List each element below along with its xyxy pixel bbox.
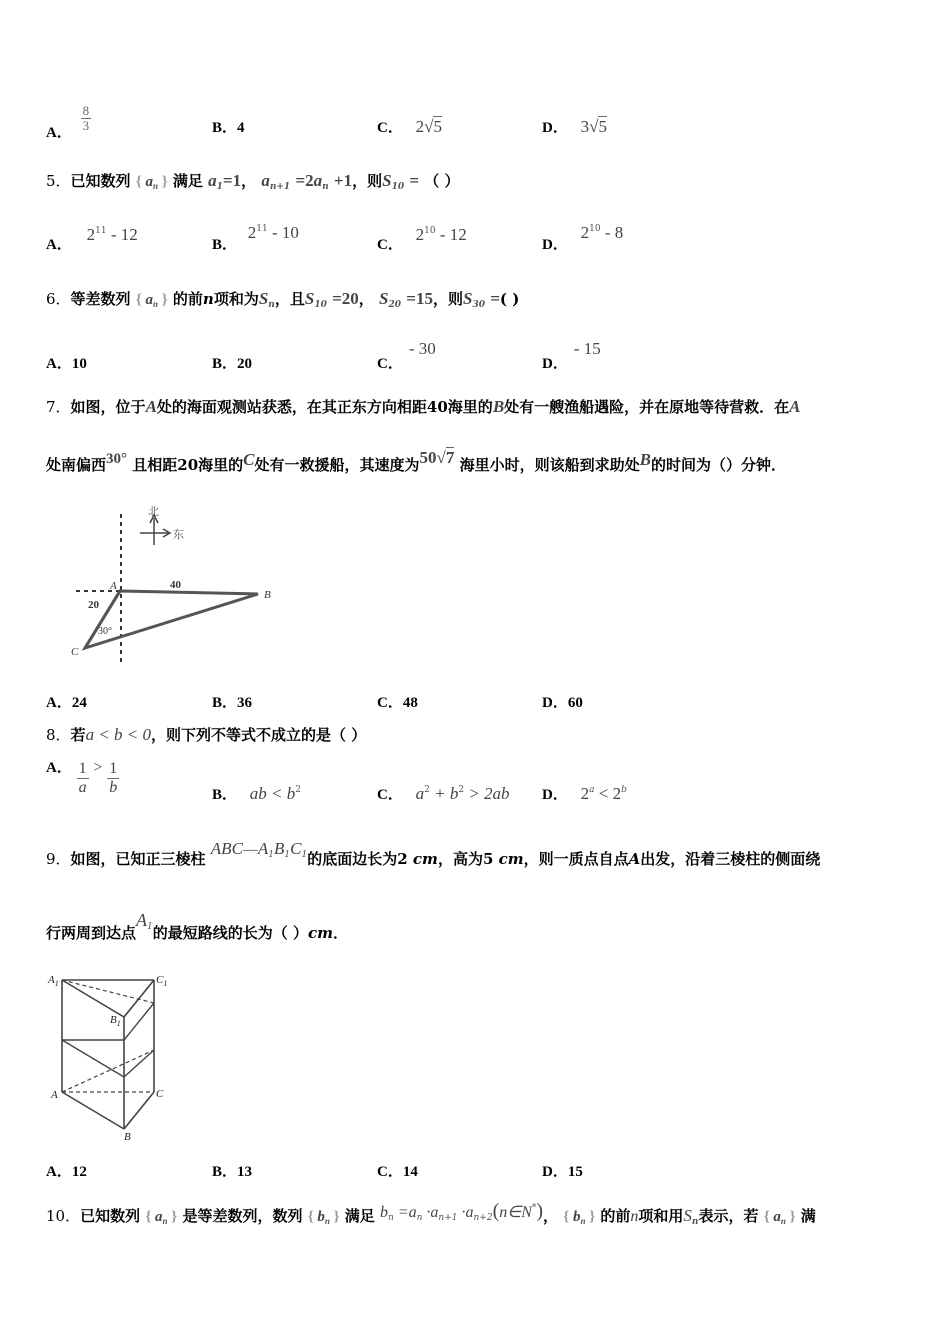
option-value: 12 bbox=[71, 1164, 87, 1180]
star: * bbox=[531, 1203, 537, 1213]
sub-n: n bbox=[388, 1213, 394, 1223]
option-value: 10 bbox=[71, 356, 87, 372]
power-exp: a bbox=[589, 785, 595, 795]
prev-option-c bbox=[377, 116, 442, 137]
north-label: 北 bbox=[148, 506, 159, 518]
eq-2: =2 bbox=[295, 171, 314, 190]
var-an1: a bbox=[261, 171, 270, 190]
question-7-line-1 bbox=[46, 396, 801, 417]
q5-option-c bbox=[377, 224, 467, 253]
option-value: 14 bbox=[402, 1164, 418, 1180]
option-label: B． bbox=[212, 787, 238, 803]
sub-1: 1 bbox=[284, 850, 291, 860]
vertex-b1: B bbox=[274, 839, 285, 858]
power-exp: 2 bbox=[424, 785, 430, 795]
sub-n: n bbox=[152, 299, 158, 309]
label-c1: $C_1$ bbox=[156, 974, 168, 988]
q8-option-a bbox=[46, 760, 119, 796]
var-s: S bbox=[382, 171, 392, 190]
comma: ， bbox=[543, 1207, 559, 1225]
power-exp: 10 bbox=[589, 224, 601, 234]
option-value: 20 bbox=[237, 356, 253, 372]
vertex-a1: A bbox=[136, 910, 148, 930]
label-b: B bbox=[124, 1131, 131, 1143]
option-label: B． bbox=[212, 695, 238, 711]
label-40: 40 bbox=[170, 579, 181, 591]
sub-n: n bbox=[580, 1216, 586, 1226]
q9-prism-figure bbox=[44, 970, 184, 1145]
q9-option-d bbox=[542, 1160, 583, 1181]
var-a: a bbox=[773, 1209, 781, 1225]
var-s30: S bbox=[462, 289, 473, 308]
var-s: S bbox=[683, 1206, 692, 1225]
option-value: ab < b bbox=[249, 784, 296, 803]
var-n: n bbox=[630, 1208, 639, 1225]
var-bn: b bbox=[380, 1204, 389, 1221]
option-value: 48 bbox=[402, 695, 418, 711]
q7-text-6: 且相距 bbox=[132, 456, 178, 474]
unit-cm: cm bbox=[412, 850, 438, 868]
var-a: a bbox=[155, 1209, 163, 1225]
option-label: D． bbox=[542, 787, 568, 803]
option-label: D． bbox=[542, 1164, 568, 1180]
option-label: C． bbox=[377, 356, 403, 372]
sequence-brace-a: { $a_n$ } bbox=[145, 1209, 178, 1226]
option-radicand: 5 bbox=[433, 117, 442, 136]
q5-text-1: 已知数列 bbox=[70, 172, 131, 190]
sub-1: 1 bbox=[301, 850, 308, 860]
question-number: 6． bbox=[46, 290, 71, 308]
path-line-3 bbox=[62, 1040, 124, 1077]
sequence-brace: { $a_n$ } bbox=[135, 292, 168, 309]
dot-an2: ·a bbox=[457, 1204, 474, 1221]
question-6 bbox=[46, 288, 519, 310]
option-label: A． bbox=[46, 695, 72, 711]
option-label: D． bbox=[542, 695, 568, 711]
option-value: 4 bbox=[237, 120, 245, 136]
option-label: B． bbox=[212, 120, 238, 136]
q9-text-3: ，高为 bbox=[437, 850, 483, 868]
eq-an: =a bbox=[393, 1204, 417, 1221]
dash: — bbox=[242, 842, 258, 858]
sequence-brace-b: { $b_n$ } bbox=[307, 1209, 340, 1226]
sub-n: n bbox=[322, 182, 329, 192]
question-number: 9． bbox=[46, 850, 71, 868]
q7-option-d bbox=[542, 691, 583, 712]
eq: = bbox=[490, 289, 500, 308]
denominator: a bbox=[78, 778, 87, 796]
q7-text-5: 处南偏西 bbox=[46, 456, 107, 474]
var-a: a bbox=[145, 174, 153, 190]
vertex-c1: C bbox=[290, 839, 302, 858]
sequence-brace: { $a_n$ } bbox=[135, 174, 168, 191]
q9-text-5: 出发，沿着三棱柱的侧面绕 bbox=[640, 850, 821, 868]
sqrt-icon: √ bbox=[424, 117, 434, 136]
option-label: C． bbox=[377, 787, 403, 803]
comma: ， bbox=[241, 172, 257, 190]
q10-text-3: 满足 bbox=[344, 1207, 375, 1225]
label-b: B bbox=[264, 589, 271, 601]
option-value: - 30 bbox=[408, 339, 436, 358]
q7-text-3: 海里的 bbox=[447, 398, 493, 416]
var-n: n bbox=[202, 290, 214, 308]
question-number: 8． bbox=[46, 726, 71, 744]
option-rest: - 8 bbox=[600, 223, 624, 242]
power-base: 2 bbox=[247, 223, 257, 242]
option-value: 36 bbox=[237, 695, 253, 711]
q8-text-1: 若 bbox=[70, 726, 86, 744]
dist-40: 40 bbox=[426, 398, 448, 416]
val-20: =20 bbox=[332, 289, 359, 308]
path-dashed-2 bbox=[62, 1050, 154, 1092]
sub-1: 1 bbox=[268, 850, 275, 860]
question-9-line-2 bbox=[46, 910, 349, 944]
q6-text-4: ，且 bbox=[274, 290, 305, 308]
q7-option-a bbox=[46, 691, 87, 712]
option-value: - 15 bbox=[573, 339, 601, 358]
point-a: A bbox=[145, 397, 157, 416]
greater-than: > bbox=[93, 759, 103, 777]
q5-option-b bbox=[212, 222, 299, 253]
option-value: 60 bbox=[567, 695, 583, 711]
option-label: A． bbox=[46, 356, 72, 372]
option-rest: - 12 bbox=[435, 225, 467, 244]
option-label: A． bbox=[46, 760, 72, 777]
angle-30: 30° bbox=[106, 451, 128, 467]
answer-paren: （ ） bbox=[424, 172, 460, 190]
q8-text-2: ，则下列不等式不成立的是（ ） bbox=[151, 726, 367, 744]
plus-1: +1 bbox=[333, 171, 353, 190]
q5-option-a bbox=[46, 224, 138, 253]
q7-text-9: 海里小时，则该船到求助处 bbox=[459, 456, 640, 474]
sequence-brace-b: { $b_n$ } bbox=[563, 1209, 596, 1226]
option-label: A． bbox=[46, 124, 72, 141]
radicand-7: 7 bbox=[445, 448, 455, 467]
point-b: B bbox=[639, 450, 651, 469]
sub-30: 30 bbox=[472, 300, 485, 310]
prism-abc: ABC bbox=[210, 839, 243, 858]
sub-n1: n+1 bbox=[438, 1213, 458, 1223]
condition-n-in-n: n∈N bbox=[499, 1204, 532, 1221]
option-label: B． bbox=[212, 356, 238, 372]
sub-n: n bbox=[268, 300, 275, 310]
var-s10: S bbox=[304, 289, 315, 308]
q10-text-1: 已知数列 bbox=[80, 1207, 141, 1225]
prism-name bbox=[211, 840, 307, 858]
power-exp: 11 bbox=[256, 224, 268, 234]
sqrt-icon: √ bbox=[436, 448, 446, 467]
q8-option-d bbox=[542, 783, 627, 804]
option-label: D． bbox=[542, 356, 568, 372]
q6-option-b bbox=[212, 352, 252, 373]
option-label: B． bbox=[212, 1164, 238, 1180]
denominator: 3 bbox=[82, 118, 90, 134]
option-coef: 2 bbox=[415, 117, 425, 136]
question-number: 10． bbox=[46, 1207, 81, 1225]
eq: = bbox=[409, 171, 420, 190]
label-b1: $B_1$ bbox=[110, 1014, 121, 1028]
vertex-a1: A bbox=[257, 839, 269, 858]
path-line-2 bbox=[124, 1003, 154, 1040]
edge-bc bbox=[124, 1092, 154, 1129]
q10-text-7: 表示，若 bbox=[698, 1207, 759, 1225]
sqrt-icon: √ bbox=[589, 117, 599, 136]
option-label: C． bbox=[377, 120, 403, 136]
label-30-degree: 30° bbox=[98, 626, 112, 637]
dot-an1: ·a bbox=[422, 1204, 439, 1221]
q7-text-1: 如图，位于 bbox=[70, 398, 146, 416]
val-15: =15 bbox=[406, 289, 433, 308]
sub-n: n bbox=[162, 1216, 168, 1226]
option-label: C． bbox=[377, 237, 403, 253]
var-a: a bbox=[145, 292, 153, 308]
prev-option-a bbox=[46, 103, 91, 141]
sub-n: n bbox=[152, 181, 158, 191]
q9-text-7: 的最短路线的长为（ ） bbox=[152, 924, 308, 942]
sequence-brace-a: { $a_n$ } bbox=[763, 1209, 796, 1226]
q6-text-2: 的前 bbox=[172, 290, 203, 308]
question-5 bbox=[46, 170, 460, 192]
option-label: B． bbox=[212, 237, 238, 253]
q6-option-c bbox=[377, 338, 436, 372]
path-dashed-1 bbox=[62, 980, 154, 1003]
option-rest: - 12 bbox=[106, 225, 138, 244]
question-8 bbox=[46, 724, 366, 745]
sub-n: n bbox=[324, 1216, 330, 1226]
unit-cm: cm bbox=[307, 924, 333, 942]
question-number: 7． bbox=[46, 398, 71, 416]
path-line-4 bbox=[124, 1050, 154, 1077]
recurrence-formula: $b_n =a_n \cdot a_{n+1}$ $\cdot a_{n+2}(n\in N^*)$ bbox=[380, 1200, 544, 1223]
label-20: 20 bbox=[88, 599, 99, 611]
sub-n1: n+1 bbox=[269, 182, 291, 192]
q7-text-2: 处的海面观测站获悉，在其正东方向相距 bbox=[156, 398, 427, 416]
option-label: C． bbox=[377, 695, 403, 711]
period: ． bbox=[333, 924, 349, 942]
speed-value: 50 bbox=[419, 448, 437, 467]
sub-20: 20 bbox=[388, 300, 402, 310]
q8-option-c bbox=[377, 783, 510, 804]
fraction-1-over-a bbox=[77, 760, 89, 796]
point-a: A bbox=[628, 850, 641, 868]
edge-a1b1 bbox=[62, 980, 124, 1017]
var-b: b bbox=[572, 1209, 581, 1225]
term-2ab: > 2ab bbox=[464, 784, 510, 803]
numerator: 1 bbox=[78, 760, 87, 777]
prev-option-d bbox=[542, 116, 607, 137]
q7-option-b bbox=[212, 691, 252, 712]
q6-option-a bbox=[46, 352, 87, 373]
power-base: 2 bbox=[415, 225, 425, 244]
sub-1: 1 bbox=[216, 182, 223, 192]
sub-n2: n+2 bbox=[473, 1213, 493, 1223]
q5-text-4: ，则 bbox=[352, 172, 383, 190]
option-label: A． bbox=[46, 1164, 72, 1180]
option-label: C． bbox=[377, 1164, 403, 1180]
answer-paren: ( ) bbox=[499, 290, 520, 308]
base-2: 2 bbox=[580, 784, 590, 803]
edge-b1c1 bbox=[124, 980, 154, 1017]
option-value: 13 bbox=[237, 1164, 253, 1180]
sub-n: n bbox=[416, 1213, 423, 1223]
base-2: < 2 bbox=[594, 784, 622, 803]
prev-option-b bbox=[212, 116, 245, 137]
sub-1: 1 bbox=[147, 922, 153, 932]
point-c: C bbox=[243, 450, 255, 469]
value-2: 2 bbox=[397, 850, 408, 868]
q7-option-c bbox=[377, 691, 418, 712]
point-a: A bbox=[789, 397, 801, 416]
var-s20: S bbox=[379, 289, 389, 308]
eq-1: =1 bbox=[222, 171, 242, 190]
fraction bbox=[81, 104, 92, 134]
value-5: 5 bbox=[482, 850, 494, 868]
q9-option-a bbox=[46, 1160, 87, 1181]
point-b: B bbox=[492, 397, 505, 416]
power-exp: 2 bbox=[458, 785, 465, 795]
option-radicand: 5 bbox=[598, 117, 607, 136]
var-s: S bbox=[258, 289, 269, 308]
q8-option-b bbox=[212, 783, 301, 804]
q9-option-b bbox=[212, 1160, 252, 1181]
q10-text-5: 的前 bbox=[600, 1207, 631, 1225]
sub-n: n bbox=[691, 1217, 699, 1227]
q9-option-c bbox=[377, 1160, 418, 1181]
label-c: C bbox=[71, 646, 79, 658]
power-base: 2 bbox=[580, 223, 590, 242]
power-exp: b bbox=[621, 785, 627, 795]
q9-text-1: 如图，已知正三棱柱 bbox=[70, 850, 206, 868]
triangle-abc bbox=[85, 591, 258, 648]
question-10 bbox=[46, 1200, 816, 1227]
var-an: a bbox=[313, 171, 323, 190]
q9-text-2: 的底面边长为 bbox=[307, 850, 398, 868]
q5-text-2: 满足 bbox=[172, 172, 203, 190]
power-exp: 11 bbox=[95, 226, 107, 236]
q10-text-6: 项和用 bbox=[638, 1207, 684, 1225]
option-coef: 3 bbox=[580, 117, 590, 136]
power-exp: 2 bbox=[295, 785, 302, 795]
question-number: 5． bbox=[46, 172, 71, 190]
condition: a < b < 0 bbox=[85, 725, 152, 744]
q6-text-6: ，则 bbox=[432, 290, 463, 308]
q10-text-2: 是等差数列，数列 bbox=[182, 1207, 303, 1225]
option-label: D． bbox=[542, 120, 568, 136]
option-label: A． bbox=[46, 237, 72, 253]
point-a1 bbox=[136, 912, 153, 930]
q10-text-8: 满 bbox=[800, 1207, 816, 1225]
var-b: b bbox=[317, 1209, 325, 1225]
label-c: C bbox=[156, 1088, 164, 1100]
sub-10: 10 bbox=[314, 300, 327, 310]
fraction-1-over-b bbox=[107, 760, 119, 796]
power-base: 2 bbox=[86, 225, 96, 244]
q6-text-1: 等差数列 bbox=[70, 290, 131, 308]
q7-text-4: 处有一艘渔船遇险，并在原地等待营救．在 bbox=[504, 398, 790, 416]
question-9-line-1 bbox=[46, 839, 821, 870]
power-exp: 10 bbox=[424, 226, 436, 236]
q6-text-3: 项和为 bbox=[213, 290, 259, 308]
question-7-line-2 bbox=[46, 448, 786, 475]
q5-option-d bbox=[542, 222, 624, 253]
sub-10: 10 bbox=[391, 182, 405, 192]
label-a: A bbox=[51, 1089, 58, 1101]
q7-text-10: 的时间为（）分钟． bbox=[650, 456, 786, 474]
q9-text-6: 行两周到达点 bbox=[46, 924, 137, 942]
dist-20: 20 bbox=[177, 456, 199, 474]
sub-n: n bbox=[780, 1216, 786, 1226]
term-b: + b bbox=[429, 784, 459, 803]
q7-text-8: 处有一救援船，其速度为 bbox=[254, 456, 420, 474]
label-a1: $A_1$ bbox=[48, 974, 59, 988]
option-label: D． bbox=[542, 237, 568, 253]
denominator: b bbox=[109, 778, 118, 796]
q7-text-7: 海里的 bbox=[198, 456, 244, 474]
edge-ab bbox=[62, 1092, 124, 1129]
term-a: a bbox=[415, 784, 425, 803]
east-label: 东 bbox=[173, 529, 184, 541]
numerator: 8 bbox=[82, 103, 90, 118]
label-a: A bbox=[110, 580, 117, 592]
comma: ， bbox=[358, 290, 374, 308]
q9-text-4: ，则一质点自点 bbox=[523, 850, 629, 868]
numerator: 1 bbox=[109, 760, 118, 777]
option-rest: - 10 bbox=[267, 223, 299, 242]
option-value: 24 bbox=[71, 695, 87, 711]
q6-option-d bbox=[542, 338, 601, 372]
unit-cm: cm bbox=[498, 850, 524, 868]
option-value: 15 bbox=[567, 1164, 583, 1180]
q7-figure bbox=[68, 500, 288, 670]
var-a1: a bbox=[208, 171, 217, 190]
